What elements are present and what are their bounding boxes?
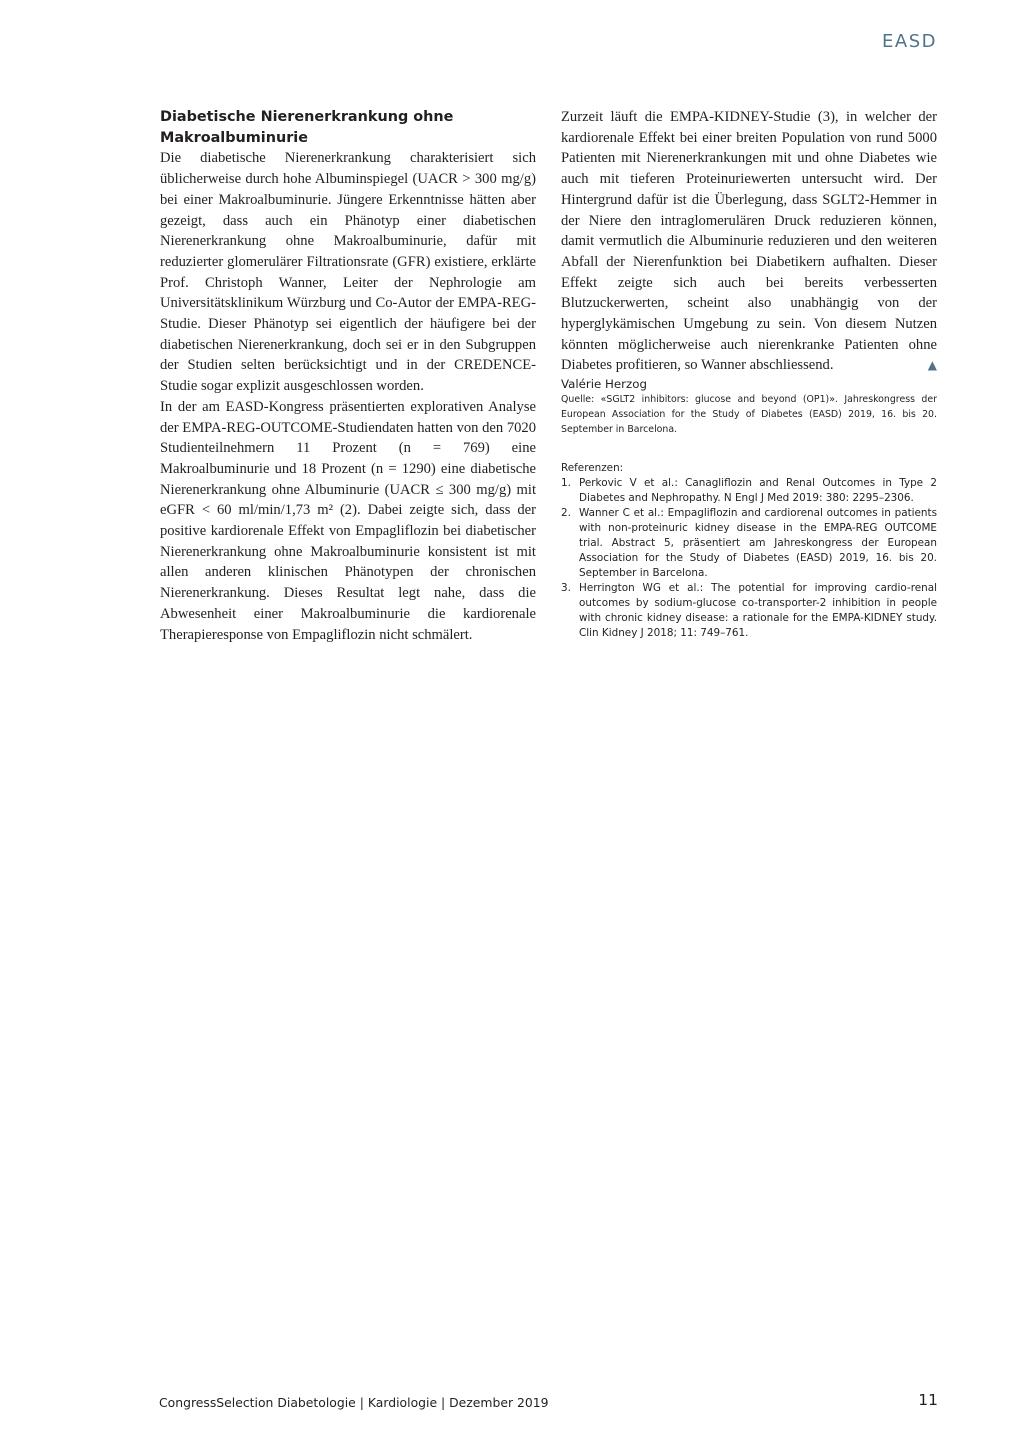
reference-text: Herrington WG et al.: The potential for improving cardio-renal outcomes by sodium-glucose co-transporter-2 inhibition in people with chronic kidney disease: a rationale for the EMPA-KIDNEY study. Clin Kidney J 2018; 11: 749–761.	[579, 582, 937, 640]
right-column	[561, 107, 937, 641]
reference-number: 1.	[561, 477, 571, 490]
footer-journal-title: CongressSelection Diabetologie | Kardiologie | Dezember 2019	[159, 1395, 549, 1410]
reference-text: Wanner C et al.: Empagliflozin and cardiorenal outcomes in patients with non-proteinuric kidney disease in the EMPA-REG OUTCOME trial. Abstract 5, präsentiert am Jahreskongress der European Association for the Study of Diabetes (EASD) 2019, 16. bis 20. September in Barcelona.	[579, 507, 937, 580]
references	[561, 461, 937, 641]
author-name: Valérie Herzog	[561, 377, 647, 392]
reference-number: 3.	[561, 582, 571, 595]
reference-number: 2.	[561, 507, 571, 520]
section-tag: EASD	[882, 31, 937, 52]
reference-text: Perkovic V et al.: Canagliflozin and Renal Outcomes in Type 2 Diabetes and Nephropathy. N Engl J Med 2019: 380: 2295–2306.	[579, 477, 937, 505]
body-paragraph	[561, 107, 937, 376]
references-title: Referenzen:	[561, 462, 624, 475]
reference-item	[561, 581, 937, 641]
page-number: 11	[918, 1391, 938, 1409]
body-paragraph: Die diabetische Nierenerkrankung charakterisiert sich üblicherweise durch hohe Albuminspiegel (UACR > 300 mg/g) bei einer Makroalbuminurie. Jüngere Erkenntnisse hätten aber gezeigt, dass auch ein Phänotyp einer diabetischen Nierenerkrankung ohne Makroalbuminurie, dafür mit reduzierter glomerulärer Filtrationsrate (GFR) existiere, erklärte Prof. Christoph Wanner, Leiter der Nephrologie am Universitätsklinikum Würzburg und Co-Autor der EMPA-REG-Studie. Dieser Phänotyp sei eigentlich der häufigere bei der diabetischen Nierenerkrankung, doch sei er in den Subgruppen der Studien selten berücksichtigt und in der CREDENCE-Studie sogar explizit ausgeschlossen worden.	[160, 150, 536, 395]
left-column	[160, 107, 536, 645]
reference-item	[561, 506, 937, 581]
body-paragraph-text: Zurzeit läuft die EMPA-KIDNEY-Studie (3), in welcher der kardiorenale Effekt bei einer breiten Population von rund 5000 Patienten mit Nierenerkrankungen mit und ohne Diabetes wie auch mit tieferen Proteinuriewerten untersucht wird. Der Hintergrund dafür ist die Überlegung, dass SGLT2-Hemmer in der Niere den intraglomerulären Druck reduzieren können, damit vermutlich die Albuminurie reduzieren und den weiteren Abfall der Nierenfunktion bei Diabetikern aufhalten. Dieser Effekt zeigte sich auch bei bereits verbesserten Blutzuckerwerten, scheint also unabhängig von der hyperglykämischen Umgebung zu sein. Von diesem Nutzen könnten möglicherweise auch nierenkranke Patienten ohne Diabetes profitieren, so Wanner abschliessend.	[561, 109, 937, 374]
reference-list	[561, 476, 937, 641]
source-note: Quelle: «SGLT2 inhibitors: glucose and beyond (OP1)». Jahreskongress der European Association for the Study of Diabetes (EASD) 2019, 16. bis 20. September in Barcelona.	[561, 394, 937, 436]
article-end-triangle-icon: ▲	[927, 358, 937, 373]
body-paragraph: In der am EASD-Kongress präsentierten explorativen Analyse der EMPA-REG-OUTCOME-Studiendaten hatten von den 7020 Studienteilnehmern 11 Prozent (n = 769) eine Makroalbuminurie und 18 Prozent (n = 1290) eine diabetische Nierenerkrankung ohne Albuminurie (UACR ≤ 300 mg/g) mit eGFR < 60 ml/min/1,73 m² (2). Dabei zeigte sich, dass der positive kardiorenale Effekt von Empagliflozin bei diabetischer Nierenerkrankung ohne Makroalbuminurie konsistent ist mit allen anderen klinischen Phänotypen der chronischen Nierenerkrankung. Dieses Resultat legt nahe, dass die Abwesenheit einer Makroalbuminurie die kardiorenale Therapieresponse von Empagliflozin nicht schmälert.	[160, 398, 537, 643]
reference-item	[561, 476, 937, 506]
section-heading: Diabetische Nierenerkrankung ohne Makroalbuminurie	[160, 109, 454, 146]
